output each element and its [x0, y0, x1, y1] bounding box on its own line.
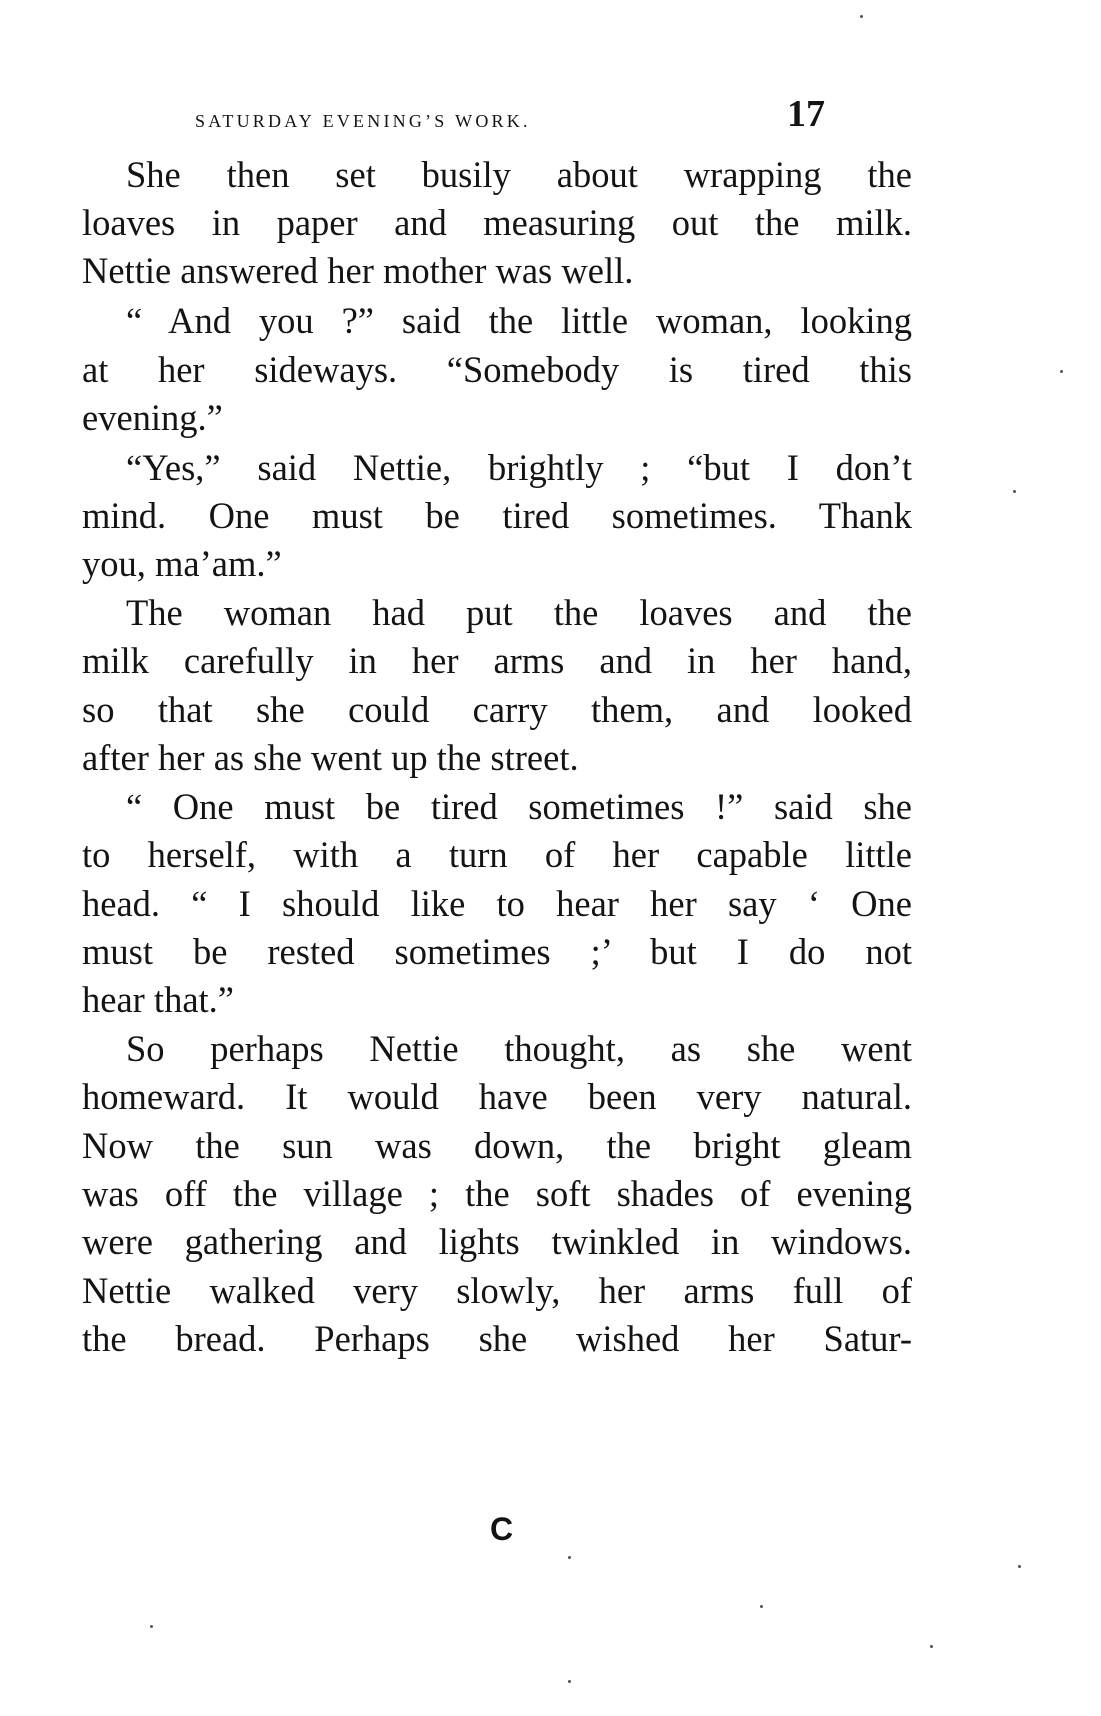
- text-line: evening.”: [82, 397, 223, 438]
- page-number: 17: [787, 93, 825, 135]
- text-line: so that she could carry them, and looked: [82, 689, 912, 730]
- text-line: loaves in paper and measuring out the milk.: [82, 202, 912, 243]
- text-line: Nettie answered her mother was well.: [82, 250, 634, 291]
- text-line: homeward. It would have been very natural.: [82, 1076, 912, 1117]
- text-line: hear that.”: [82, 979, 234, 1020]
- text-line: mind. One must be tired sometimes. Thank: [82, 495, 912, 536]
- paper-speck: [568, 1556, 571, 1559]
- running-title: saturday evening’s work.: [195, 106, 531, 133]
- text-line: Nettie walked very slowly, her arms full of: [82, 1270, 912, 1311]
- paper-speck: [1013, 490, 1016, 493]
- text-line: you, ma’am.”: [82, 543, 282, 584]
- text-line: “ One must be tired sometimes !” said she: [126, 786, 912, 827]
- text-line: after her as she went up the street.: [82, 737, 579, 778]
- paper-speck: [760, 1605, 763, 1608]
- text-line: the bread. Perhaps she wished her Satur-: [82, 1318, 912, 1359]
- paper-speck: [568, 1680, 571, 1683]
- text-line: head. “ I should like to hear her say ‘ One: [82, 883, 912, 924]
- text-line: “ And you ?” said the little woman, looking: [126, 300, 912, 341]
- running-head: [195, 92, 825, 142]
- paper-speck: [930, 1645, 933, 1648]
- paper-speck: [860, 15, 863, 18]
- text-line: must be rested sometimes ;’ but I do not: [82, 931, 912, 972]
- text-line: Now the sun was down, the bright gleam: [82, 1125, 912, 1166]
- text-line: was off the village ; the soft shades of evening: [82, 1173, 912, 1214]
- body-text: [82, 150, 912, 1500]
- paper-speck: [1060, 370, 1063, 373]
- text-line: So perhaps Nettie thought, as she went: [126, 1028, 912, 1069]
- paper-speck: [150, 1625, 153, 1628]
- text-line: The woman had put the loaves and the: [126, 592, 912, 633]
- signature-mark: C: [490, 1511, 514, 1547]
- text-line: to herself, with a turn of her capable little: [82, 834, 912, 875]
- text-line: “Yes,” said Nettie, brightly ; “but I don’t: [126, 447, 912, 488]
- text-line: She then set busily about wrapping the: [126, 154, 912, 195]
- text-line: milk carefully in her arms and in her hand,: [82, 640, 912, 681]
- text-line: were gathering and lights twinkled in windows.: [82, 1221, 912, 1262]
- text-line: at her sideways. “Somebody is tired this: [82, 349, 912, 390]
- paper-speck: [1018, 1565, 1021, 1568]
